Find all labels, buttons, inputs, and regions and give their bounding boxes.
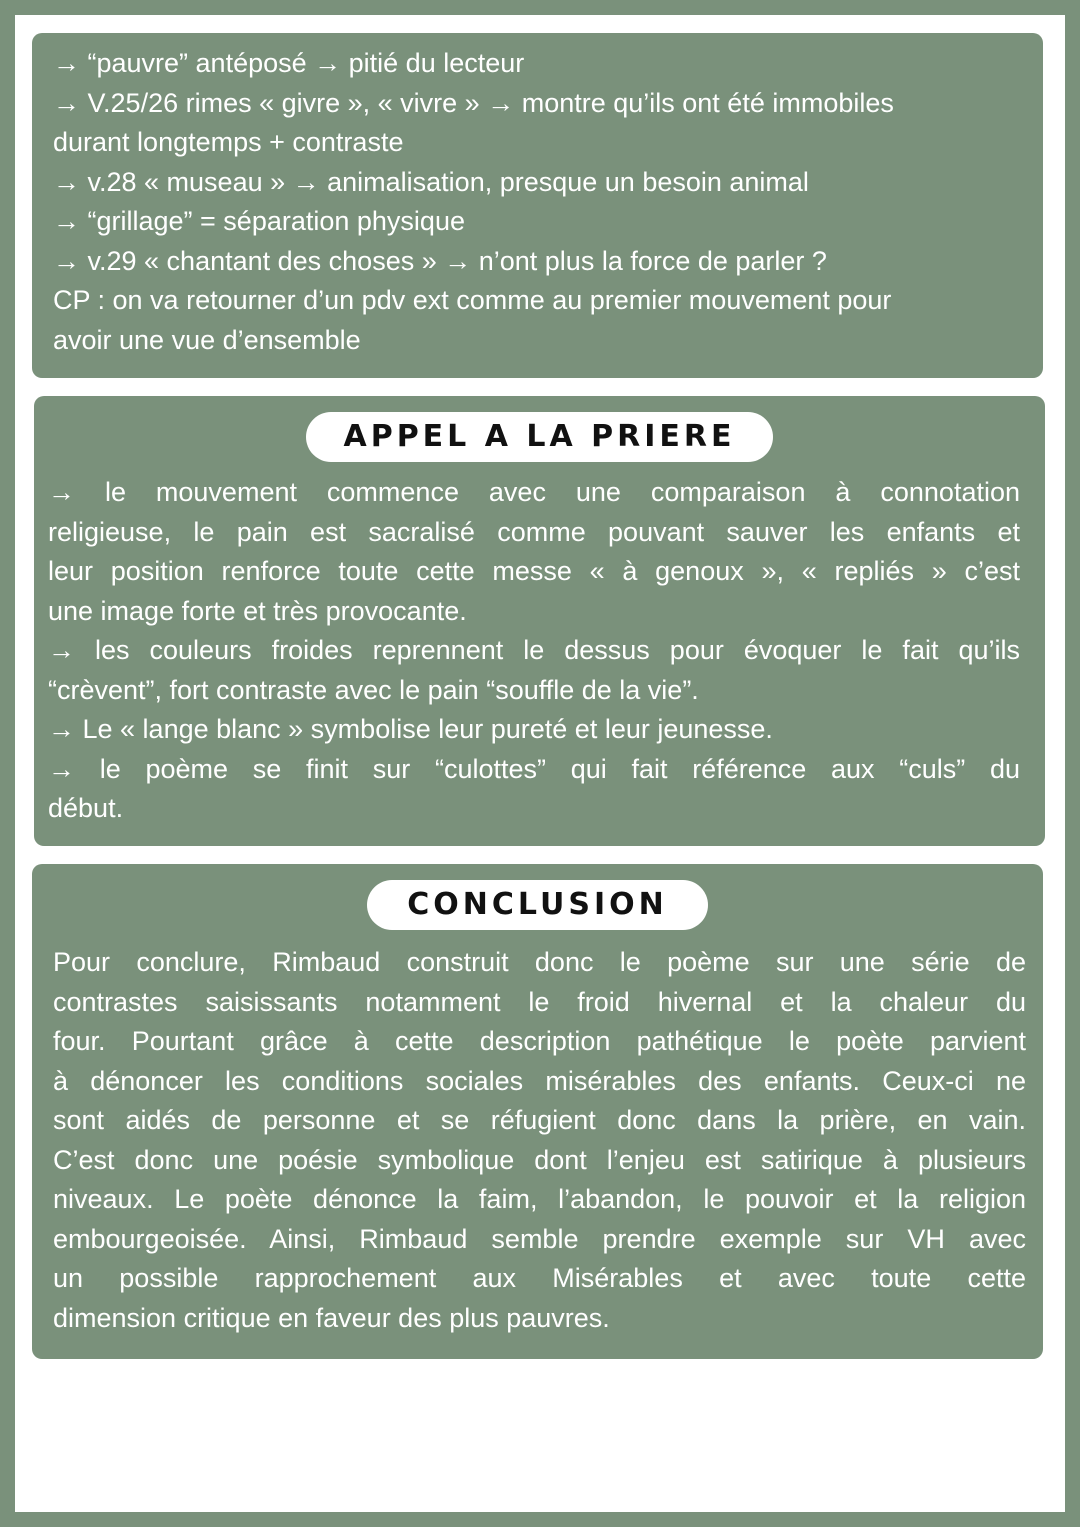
section-appel-a-la-priere	[34, 396, 1045, 846]
text-line: CP : on va retourner d’un pdv ext comme au premier mouvement pour	[53, 285, 892, 315]
text-line: avoir une vue d’ensemble	[53, 324, 361, 355]
text-line: “crèvent”, fort contraste avec le pain “souffle de la vie”.	[48, 674, 699, 705]
text-line: leur position renforce toute cette messe « à genoux », « repliés » c’est	[48, 556, 1020, 586]
text-line: religieuse, le pain est sacralisé comme pouvant sauver les enfants et	[48, 516, 1020, 547]
text-line: → les couleurs froides reprennent le dessus pour évoquer le fait qu’ils	[48, 635, 1020, 665]
text-line: Pour conclure, Rimbaud construit donc le poème sur une série de	[53, 947, 1026, 977]
section-title: CONCLUSION	[367, 880, 708, 930]
text-line: → v.28 « museau » → animalisation, presque un besoin animal	[53, 166, 809, 197]
text-line: une image forte et très provocante.	[48, 595, 467, 626]
text-line: dimension critique en faveur des plus pauvres.	[53, 1302, 610, 1333]
text-line: → V.25/26 rimes « givre », « vivre » → montre qu’ils ont été immobiles	[53, 87, 894, 118]
text-line: durant longtemps + contraste	[53, 127, 404, 157]
text-line: contrastes saisissants notamment le froid hivernal et la chaleur du	[53, 986, 1026, 1017]
text-line: → “pauvre” antéposé → pitié du lecteur	[53, 48, 525, 78]
text-line: → le poème se finit sur “culottes” qui fait référence aux “culs” du	[48, 753, 1020, 784]
text-line: début.	[48, 793, 124, 823]
section-conclusion	[32, 864, 1043, 1359]
notes-block-continuation	[32, 33, 1043, 378]
text-line: embourgeoisée. Ainsi, Rimbaud semble prendre exemple sur VH avec	[53, 1223, 1026, 1254]
text-line: un possible rapprochement aux Misérables et avec toute cette	[53, 1263, 1026, 1293]
section-title: APPEL A LA PRIERE	[306, 412, 773, 462]
text-line: → Le « lange blanc » symbolise leur pureté et leur jeunesse.	[48, 714, 773, 744]
text-line: niveaux. Le poète dénonce la faim, l’abandon, le pouvoir et la religion	[53, 1184, 1026, 1214]
text-line: → v.29 « chantant des choses » → n’ont plus la force de parler ?	[53, 245, 827, 276]
text-line: à dénoncer les conditions sociales misérables des enfants. Ceux-ci ne	[53, 1065, 1026, 1096]
text-line: sont aidés de personne et se réfugient donc dans la prière, en vain.	[53, 1105, 1026, 1135]
text-line: four. Pourtant grâce à cette description pathétique le poète parvient	[53, 1026, 1026, 1056]
text-line: → “grillage” = séparation physique	[53, 206, 465, 236]
text-line: → le mouvement commence avec une comparaison à connotation	[48, 477, 1020, 507]
text-line: C’est donc une poésie symbolique dont l’enjeu est satirique à plusieurs	[53, 1144, 1026, 1175]
